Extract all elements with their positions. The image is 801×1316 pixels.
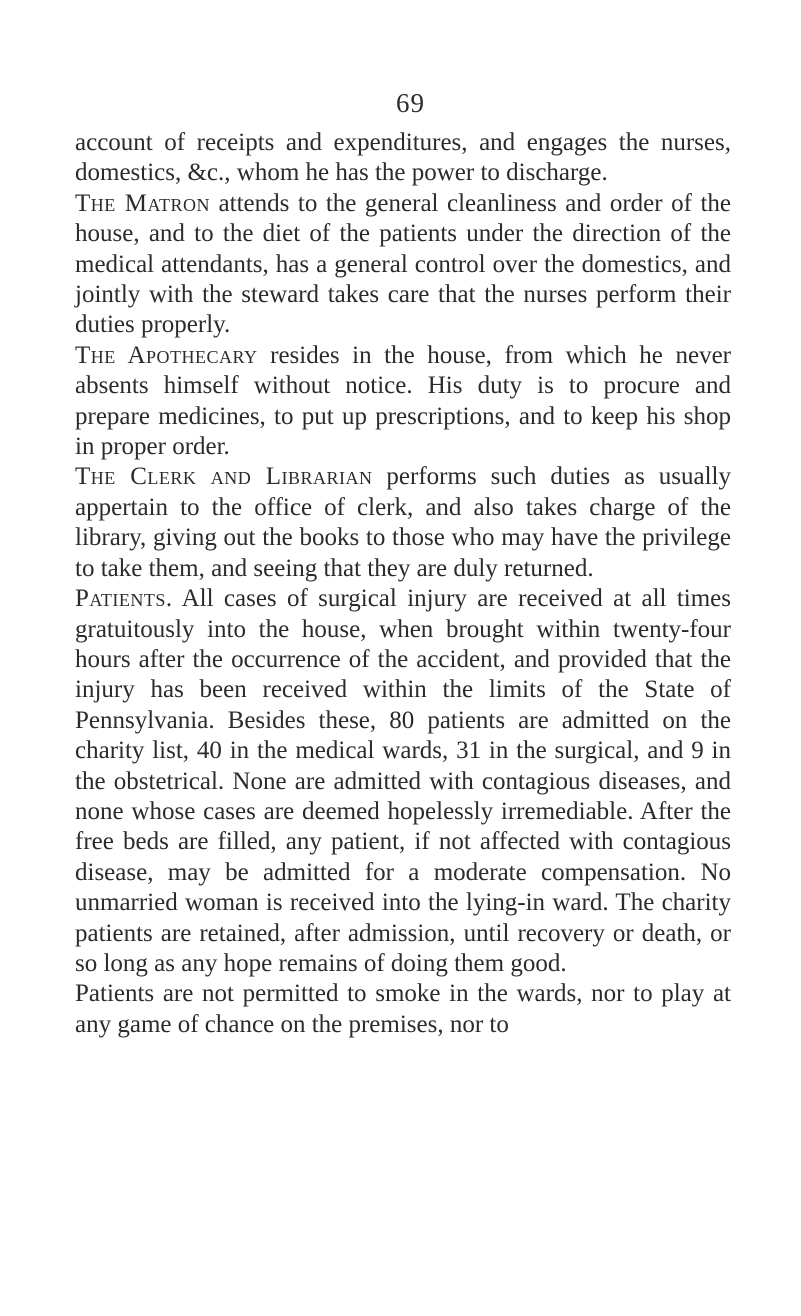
paragraph-text: resides in the house, from which he never absents himself without notice. His duty is to procure and prepare medicines, to put up prescriptions, and to keep his shop in proper order. [75, 341, 731, 461]
paragraph-lead-clerk-librarian: The Clerk and Librarian [75, 463, 373, 491]
paragraph-lead-apothecary: The Apothecary [75, 341, 258, 369]
paragraph-continuation [75, 128, 731, 189]
paragraph-apothecary [75, 341, 731, 463]
paragraph-text: performs such duties as usually appertain to the office of clerk, and also takes charge of the library, giving out the books to those who may have the privilege to take them, and seeing that they are duly returned. [75, 463, 731, 582]
paragraph-lead-matron: The Matron [75, 189, 211, 217]
paragraph-matron [75, 189, 731, 341]
paragraph-smoking [75, 979, 731, 1040]
paragraph-patients [75, 584, 731, 979]
paragraph-lead-patients: Patients. [75, 585, 173, 613]
body-text [75, 128, 731, 1040]
paragraph-text: All cases of surgical injury are received at all times gratuitously into the house, when brought within twenty-four hours after the occurrence of the accident, and provided that the injury has been received within the limits of the State of Pennsylvania. Besides these, 80 patients are admitted on the charity list, 40 in the medical wards, 31 in the surgical, and 9 in the obstetrical. None are admitted with contagious diseases, and none whose cases are deemed hopelessly irremediable. After the free beds are filled, any patient, if not affected with contagious disease, may be admitted for a moderate compensation. No unmarried woman is received into the lying-in ward. The charity patients are retained, after admission, until recovery or death, or so long as any hope remains of doing them good. [75, 585, 731, 977]
page-number: 69 [396, 88, 425, 118]
paragraph-text: account of receipts and expenditures, and engages the nurses, domestics, &c., whom he has the power to discharge. [75, 129, 731, 187]
paragraph-clerk-librarian [75, 462, 731, 584]
paragraph-text: attends to the general cleanliness and order of the house, and to the diet of the patients under the direction of the medical attendants, has a general control over the domestics, and jointly with the steward takes care that the nurses perform their duties properly. [75, 189, 731, 339]
paragraph-text: Patients are not permitted to smoke in the wards, nor to play at any game of chance on the premises, nor to [75, 980, 731, 1038]
